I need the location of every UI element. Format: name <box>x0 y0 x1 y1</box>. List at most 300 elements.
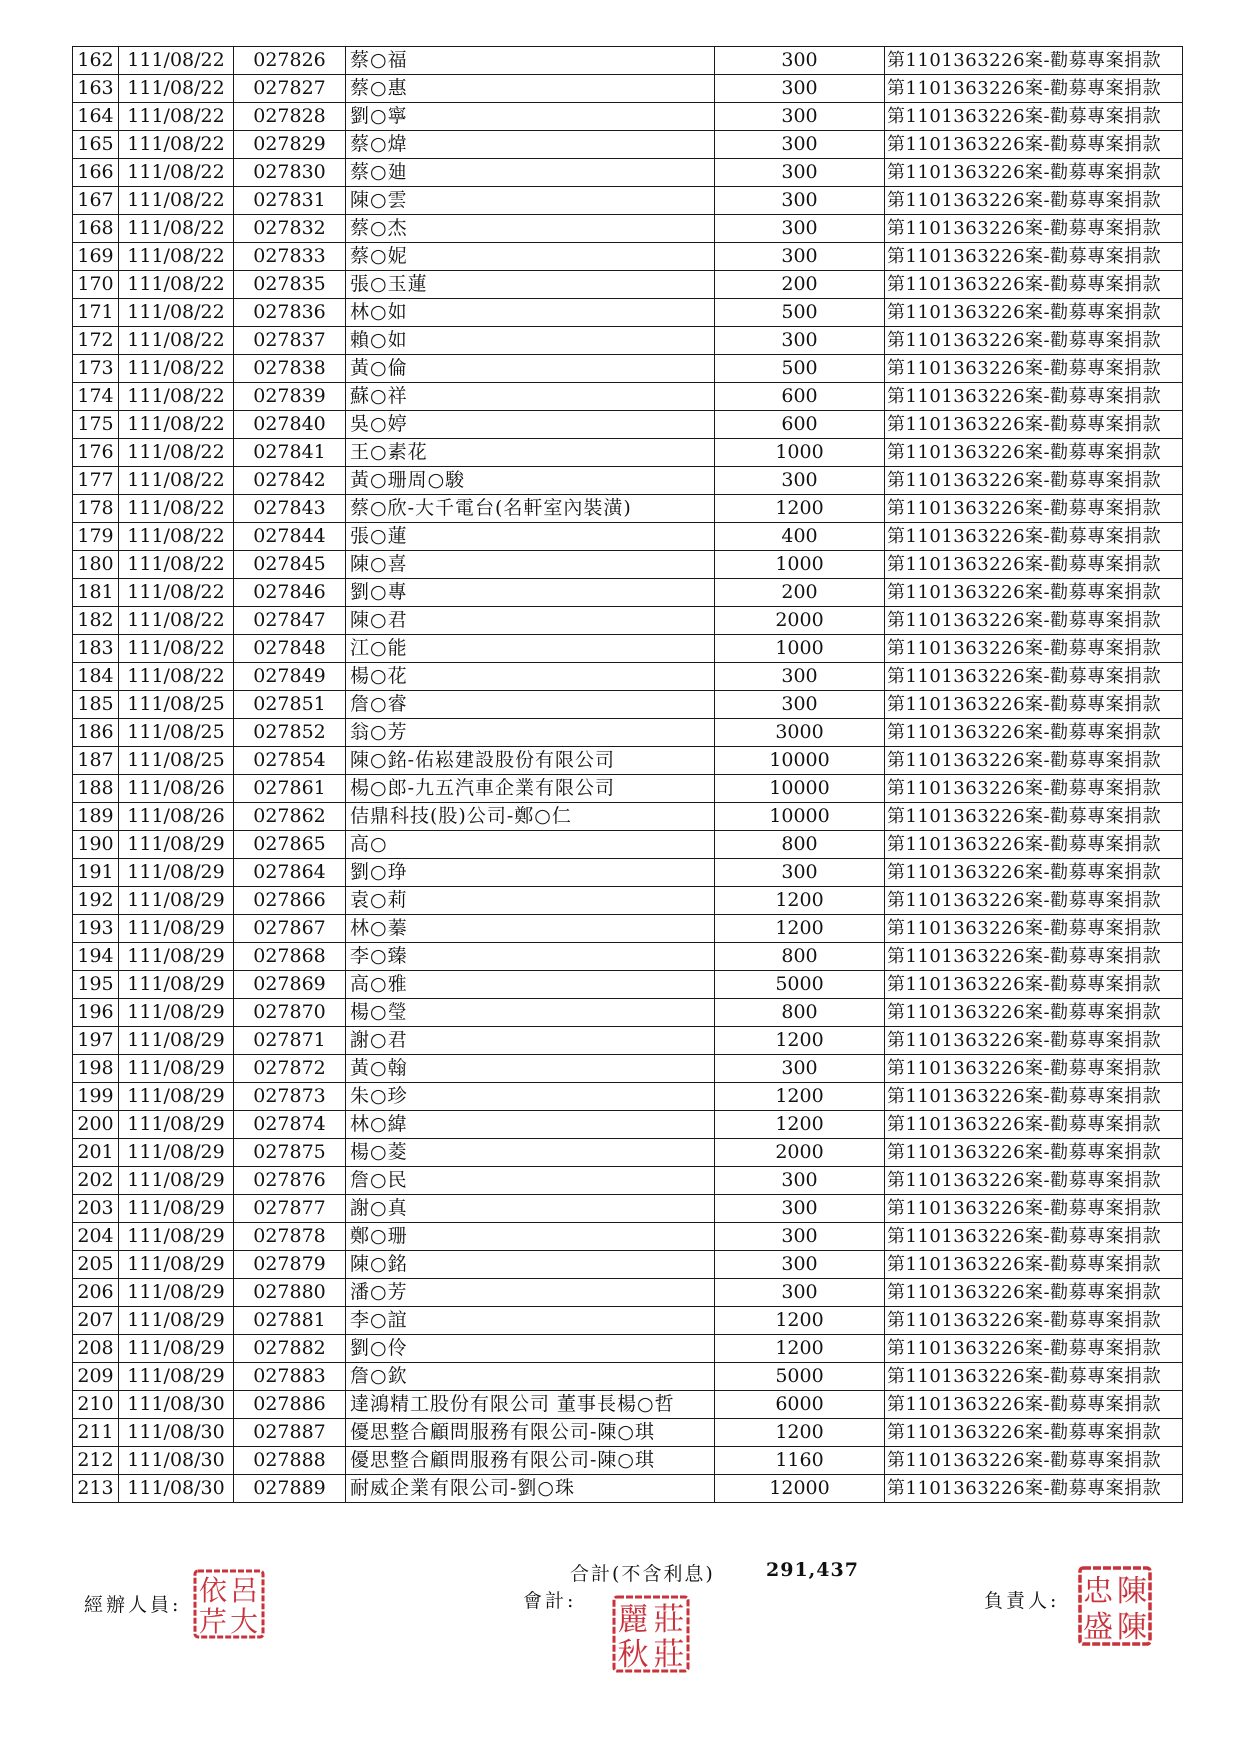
donation-purpose: 第1101363226案-勸募專案捐款 <box>885 1447 1183 1475</box>
donation-amount: 1200 <box>715 887 885 915</box>
donation-date: 111/08/25 <box>119 747 234 775</box>
table-row <box>73 1419 1183 1447</box>
donor-name: 耐威企業有限公司-劉○珠 <box>346 1475 715 1503</box>
donation-date: 111/08/29 <box>119 1055 234 1083</box>
table-row <box>73 159 1183 187</box>
donor-name: 楊○郎-九五汽車企業有限公司 <box>346 775 715 803</box>
row-number: 167 <box>73 187 119 215</box>
receipt-number: 027829 <box>234 131 346 159</box>
table-row <box>73 719 1183 747</box>
handler-seal-char: 芹 <box>198 1605 228 1638</box>
accountant-seal-char: 麗 <box>617 1602 649 1638</box>
row-number: 194 <box>73 943 119 971</box>
row-number: 165 <box>73 131 119 159</box>
receipt-number: 027874 <box>234 1111 346 1139</box>
manager-seal-char: 陳 <box>1117 1610 1147 1645</box>
row-number: 207 <box>73 1307 119 1335</box>
donation-date: 111/08/22 <box>119 439 234 467</box>
donor-name: 佶鼎科技(股)公司-鄭○仁 <box>346 803 715 831</box>
receipt-number: 027865 <box>234 831 346 859</box>
donor-name: 詹○欽 <box>346 1363 715 1391</box>
donor-name: 翁○芳 <box>346 719 715 747</box>
donation-amount: 300 <box>715 103 885 131</box>
manager-seal-stamp <box>1077 1565 1153 1647</box>
donation-date: 111/08/22 <box>119 523 234 551</box>
receipt-number: 027836 <box>234 299 346 327</box>
donation-purpose: 第1101363226案-勸募專案捐款 <box>885 579 1183 607</box>
receipt-number: 027839 <box>234 383 346 411</box>
row-number: 191 <box>73 859 119 887</box>
donor-name: 黃○翰 <box>346 1055 715 1083</box>
donation-purpose: 第1101363226案-勸募專案捐款 <box>885 803 1183 831</box>
donation-amount: 300 <box>715 327 885 355</box>
row-number: 187 <box>73 747 119 775</box>
donation-date: 111/08/22 <box>119 579 234 607</box>
donation-purpose: 第1101363226案-勸募專案捐款 <box>885 1363 1183 1391</box>
receipt-number: 027882 <box>234 1335 346 1363</box>
donation-purpose: 第1101363226案-勸募專案捐款 <box>885 1251 1183 1279</box>
receipt-number: 027867 <box>234 915 346 943</box>
donor-name: 張○蓮 <box>346 523 715 551</box>
donation-purpose: 第1101363226案-勸募專案捐款 <box>885 971 1183 999</box>
row-number: 182 <box>73 607 119 635</box>
donation-date: 111/08/29 <box>119 831 234 859</box>
accountant-seal-stamp <box>611 1594 691 1674</box>
receipt-number: 027832 <box>234 215 346 243</box>
donation-date: 111/08/29 <box>119 1195 234 1223</box>
donation-purpose: 第1101363226案-勸募專案捐款 <box>885 187 1183 215</box>
donation-amount: 1160 <box>715 1447 885 1475</box>
receipt-number: 027866 <box>234 887 346 915</box>
row-number: 171 <box>73 299 119 327</box>
table-row <box>73 635 1183 663</box>
donation-date: 111/08/29 <box>119 1027 234 1055</box>
donation-date: 111/08/26 <box>119 803 234 831</box>
table-row <box>73 775 1183 803</box>
receipt-number: 027849 <box>234 663 346 691</box>
row-number: 204 <box>73 1223 119 1251</box>
donation-amount: 800 <box>715 831 885 859</box>
donation-purpose: 第1101363226案-勸募專案捐款 <box>885 831 1183 859</box>
row-number: 211 <box>73 1419 119 1447</box>
donation-purpose: 第1101363226案-勸募專案捐款 <box>885 1055 1183 1083</box>
donation-date: 111/08/22 <box>119 243 234 271</box>
row-number: 164 <box>73 103 119 131</box>
donation-purpose: 第1101363226案-勸募專案捐款 <box>885 271 1183 299</box>
donor-name: 蔡○杰 <box>346 215 715 243</box>
donor-name: 陳○銘 <box>346 1251 715 1279</box>
donation-purpose: 第1101363226案-勸募專案捐款 <box>885 131 1183 159</box>
total-value: 291,437 <box>766 1559 859 1581</box>
donation-date: 111/08/22 <box>119 355 234 383</box>
donation-purpose: 第1101363226案-勸募專案捐款 <box>885 523 1183 551</box>
donation-amount: 300 <box>715 187 885 215</box>
donor-name: 黃○珊周○駿 <box>346 467 715 495</box>
donation-amount: 300 <box>715 467 885 495</box>
donation-date: 111/08/29 <box>119 887 234 915</box>
accountant-seal-char: 秋 <box>617 1637 649 1673</box>
donation-purpose: 第1101363226案-勸募專案捐款 <box>885 1111 1183 1139</box>
table-row <box>73 551 1183 579</box>
donation-date: 111/08/29 <box>119 971 234 999</box>
row-number: 213 <box>73 1475 119 1503</box>
donation-purpose: 第1101363226案-勸募專案捐款 <box>885 355 1183 383</box>
donation-purpose: 第1101363226案-勸募專案捐款 <box>885 1027 1183 1055</box>
row-number: 185 <box>73 691 119 719</box>
donation-amount: 300 <box>715 1167 885 1195</box>
manager-seal-char: 盛 <box>1083 1610 1113 1645</box>
row-number: 195 <box>73 971 119 999</box>
donation-date: 111/08/29 <box>119 943 234 971</box>
table-row <box>73 411 1183 439</box>
table-row <box>73 1307 1183 1335</box>
receipt-number: 027843 <box>234 495 346 523</box>
donation-date: 111/08/22 <box>119 495 234 523</box>
donor-name: 潘○芳 <box>346 1279 715 1307</box>
table-row <box>73 495 1183 523</box>
receipt-number: 027841 <box>234 439 346 467</box>
donation-date: 111/08/29 <box>119 1307 234 1335</box>
receipt-number: 027876 <box>234 1167 346 1195</box>
table-row <box>73 1223 1183 1251</box>
receipt-number: 027826 <box>234 47 346 75</box>
donation-purpose: 第1101363226案-勸募專案捐款 <box>885 635 1183 663</box>
donation-amount: 300 <box>715 1223 885 1251</box>
handler-seal-char: 呂 <box>229 1574 259 1607</box>
donor-name: 達鴻精工股份有限公司 董事長楊○哲 <box>346 1391 715 1419</box>
receipt-number: 027864 <box>234 859 346 887</box>
table-row <box>73 299 1183 327</box>
donor-name: 楊○菱 <box>346 1139 715 1167</box>
donation-amount: 200 <box>715 271 885 299</box>
donation-amount: 300 <box>715 1195 885 1223</box>
donation-amount: 1200 <box>715 1111 885 1139</box>
donation-amount: 300 <box>715 1279 885 1307</box>
donation-date: 111/08/22 <box>119 215 234 243</box>
row-number: 170 <box>73 271 119 299</box>
receipt-number: 027888 <box>234 1447 346 1475</box>
donor-name: 朱○珍 <box>346 1083 715 1111</box>
donor-name: 李○誼 <box>346 1307 715 1335</box>
donation-amount: 1200 <box>715 1335 885 1363</box>
row-number: 168 <box>73 215 119 243</box>
row-number: 176 <box>73 439 119 467</box>
donation-amount: 1200 <box>715 1307 885 1335</box>
donation-purpose: 第1101363226案-勸募專案捐款 <box>885 775 1183 803</box>
donation-date: 111/08/22 <box>119 103 234 131</box>
row-number: 162 <box>73 47 119 75</box>
table-row <box>73 75 1183 103</box>
handler-seal-char: 依 <box>198 1574 228 1607</box>
receipt-number: 027879 <box>234 1251 346 1279</box>
donation-table <box>72 46 1183 1503</box>
row-number: 179 <box>73 523 119 551</box>
receipt-number: 027887 <box>234 1419 346 1447</box>
receipt-number: 027833 <box>234 243 346 271</box>
row-number: 166 <box>73 159 119 187</box>
table-row <box>73 439 1183 467</box>
receipt-number: 027862 <box>234 803 346 831</box>
row-number: 190 <box>73 831 119 859</box>
table-row <box>73 859 1183 887</box>
donation-amount: 600 <box>715 383 885 411</box>
donor-name: 陳○雲 <box>346 187 715 215</box>
donor-name: 蔡○廸 <box>346 159 715 187</box>
donation-purpose: 第1101363226案-勸募專案捐款 <box>885 859 1183 887</box>
handler-seal-char: 大 <box>229 1605 259 1638</box>
row-number: 208 <box>73 1335 119 1363</box>
table-row <box>73 131 1183 159</box>
donation-amount: 500 <box>715 355 885 383</box>
donation-amount: 800 <box>715 943 885 971</box>
receipt-number: 027878 <box>234 1223 346 1251</box>
donor-name: 吳○婷 <box>346 411 715 439</box>
donation-date: 111/08/22 <box>119 75 234 103</box>
donation-purpose: 第1101363226案-勸募專案捐款 <box>885 943 1183 971</box>
table-row <box>73 999 1183 1027</box>
donation-amount: 1200 <box>715 1027 885 1055</box>
donation-amount: 400 <box>715 523 885 551</box>
row-number: 189 <box>73 803 119 831</box>
handler-label: 經辦人員: <box>84 1594 182 1616</box>
table-row <box>73 747 1183 775</box>
receipt-number: 027848 <box>234 635 346 663</box>
receipt-number: 027875 <box>234 1139 346 1167</box>
donation-amount: 10000 <box>715 803 885 831</box>
donation-amount: 300 <box>715 75 885 103</box>
table-row <box>73 691 1183 719</box>
donor-name: 王○素花 <box>346 439 715 467</box>
manager-label: 負責人: <box>984 1590 1060 1612</box>
table-row <box>73 971 1183 999</box>
receipt-number: 027851 <box>234 691 346 719</box>
table-row <box>73 915 1183 943</box>
total-row <box>570 1559 859 1586</box>
donation-amount: 10000 <box>715 747 885 775</box>
receipt-number: 027872 <box>234 1055 346 1083</box>
donation-amount: 300 <box>715 159 885 187</box>
donation-date: 111/08/25 <box>119 719 234 747</box>
donation-amount: 2000 <box>715 607 885 635</box>
receipt-number: 027877 <box>234 1195 346 1223</box>
donor-name: 林○如 <box>346 299 715 327</box>
receipt-number: 027854 <box>234 747 346 775</box>
donation-amount: 5000 <box>715 971 885 999</box>
donation-amount: 300 <box>715 1055 885 1083</box>
donation-date: 111/08/29 <box>119 1363 234 1391</box>
donation-amount: 500 <box>715 299 885 327</box>
donation-amount: 12000 <box>715 1475 885 1503</box>
donor-name: 楊○花 <box>346 663 715 691</box>
accountant-seal-char: 莊 <box>653 1602 685 1638</box>
donation-date: 111/08/22 <box>119 383 234 411</box>
table-row <box>73 47 1183 75</box>
row-number: 201 <box>73 1139 119 1167</box>
row-number: 163 <box>73 75 119 103</box>
donation-amount: 5000 <box>715 1363 885 1391</box>
donation-date: 111/08/29 <box>119 1223 234 1251</box>
table-row <box>73 803 1183 831</box>
donation-date: 111/08/30 <box>119 1447 234 1475</box>
manager-seal-char: 忠 <box>1083 1574 1113 1609</box>
receipt-number: 027838 <box>234 355 346 383</box>
donation-amount: 200 <box>715 579 885 607</box>
manager-seal-char: 陳 <box>1117 1574 1147 1609</box>
donation-amount: 300 <box>715 691 885 719</box>
donor-name: 蔡○惠 <box>346 75 715 103</box>
donation-purpose: 第1101363226案-勸募專案捐款 <box>885 1139 1183 1167</box>
receipt-number: 027827 <box>234 75 346 103</box>
donation-purpose: 第1101363226案-勸募專案捐款 <box>885 607 1183 635</box>
donation-date: 111/08/22 <box>119 663 234 691</box>
donation-date: 111/08/29 <box>119 1083 234 1111</box>
row-number: 173 <box>73 355 119 383</box>
donation-purpose: 第1101363226案-勸募專案捐款 <box>885 551 1183 579</box>
donor-name: 楊○瑩 <box>346 999 715 1027</box>
donor-name: 林○緯 <box>346 1111 715 1139</box>
receipt-number: 027846 <box>234 579 346 607</box>
donation-purpose: 第1101363226案-勸募專案捐款 <box>885 1279 1183 1307</box>
donation-amount: 800 <box>715 999 885 1027</box>
row-number: 197 <box>73 1027 119 1055</box>
donation-date: 111/08/22 <box>119 159 234 187</box>
receipt-number: 027883 <box>234 1363 346 1391</box>
donation-purpose: 第1101363226案-勸募專案捐款 <box>885 1475 1183 1503</box>
receipt-number: 027873 <box>234 1083 346 1111</box>
table-row <box>73 467 1183 495</box>
row-number: 203 <box>73 1195 119 1223</box>
donation-purpose: 第1101363226案-勸募專案捐款 <box>885 299 1183 327</box>
table-row <box>73 1111 1183 1139</box>
row-number: 196 <box>73 999 119 1027</box>
donation-amount: 3000 <box>715 719 885 747</box>
donor-name: 優思整合顧問服務有限公司-陳○琪 <box>346 1419 715 1447</box>
donation-rows <box>73 47 1183 1503</box>
donor-name: 詹○民 <box>346 1167 715 1195</box>
receipt-number: 027852 <box>234 719 346 747</box>
donation-date: 111/08/22 <box>119 187 234 215</box>
table-row <box>73 1335 1183 1363</box>
receipt-number: 027886 <box>234 1391 346 1419</box>
receipt-number: 027868 <box>234 943 346 971</box>
row-number: 193 <box>73 915 119 943</box>
donation-amount: 2000 <box>715 1139 885 1167</box>
donor-name: 蔡○煒 <box>346 131 715 159</box>
table-row <box>73 271 1183 299</box>
table-row <box>73 523 1183 551</box>
row-number: 183 <box>73 635 119 663</box>
donation-date: 111/08/30 <box>119 1419 234 1447</box>
donor-name: 袁○莉 <box>346 887 715 915</box>
donation-date: 111/08/29 <box>119 915 234 943</box>
table-row <box>73 1167 1183 1195</box>
donation-amount: 1200 <box>715 915 885 943</box>
donation-amount: 600 <box>715 411 885 439</box>
donor-name: 鄭○珊 <box>346 1223 715 1251</box>
donor-name: 陳○君 <box>346 607 715 635</box>
table-row <box>73 1055 1183 1083</box>
donor-name: 林○蓁 <box>346 915 715 943</box>
receipt-number: 027837 <box>234 327 346 355</box>
donation-purpose: 第1101363226案-勸募專案捐款 <box>885 383 1183 411</box>
donor-name: 蔡○福 <box>346 47 715 75</box>
donation-date: 111/08/29 <box>119 1279 234 1307</box>
table-row <box>73 327 1183 355</box>
donation-purpose: 第1101363226案-勸募專案捐款 <box>885 663 1183 691</box>
donor-name: 詹○睿 <box>346 691 715 719</box>
donation-purpose: 第1101363226案-勸募專案捐款 <box>885 719 1183 747</box>
donation-date: 111/08/25 <box>119 691 234 719</box>
donation-amount: 300 <box>715 243 885 271</box>
row-number: 198 <box>73 1055 119 1083</box>
receipt-number: 027830 <box>234 159 346 187</box>
donation-date: 111/08/22 <box>119 299 234 327</box>
receipt-number: 027828 <box>234 103 346 131</box>
donation-date: 111/08/22 <box>119 271 234 299</box>
receipt-number: 027880 <box>234 1279 346 1307</box>
donation-date: 111/08/26 <box>119 775 234 803</box>
table-row <box>73 1475 1183 1503</box>
receipt-number: 027889 <box>234 1475 346 1503</box>
donation-purpose: 第1101363226案-勸募專案捐款 <box>885 915 1183 943</box>
donation-purpose: 第1101363226案-勸募專案捐款 <box>885 1419 1183 1447</box>
donor-name: 江○能 <box>346 635 715 663</box>
donor-name: 賴○如 <box>346 327 715 355</box>
table-row <box>73 103 1183 131</box>
donation-date: 111/08/29 <box>119 1111 234 1139</box>
table-row <box>73 383 1183 411</box>
donor-name: 高○ <box>346 831 715 859</box>
row-number: 181 <box>73 579 119 607</box>
donation-purpose: 第1101363226案-勸募專案捐款 <box>885 1167 1183 1195</box>
donor-name: 張○玉蓮 <box>346 271 715 299</box>
donation-amount: 300 <box>715 47 885 75</box>
row-number: 174 <box>73 383 119 411</box>
donation-purpose: 第1101363226案-勸募專案捐款 <box>885 1335 1183 1363</box>
donation-date: 111/08/22 <box>119 635 234 663</box>
donation-date: 111/08/29 <box>119 1167 234 1195</box>
donation-amount: 300 <box>715 1251 885 1279</box>
table-row <box>73 1391 1183 1419</box>
table-row <box>73 1139 1183 1167</box>
donation-purpose: 第1101363226案-勸募專案捐款 <box>885 47 1183 75</box>
donor-name: 謝○君 <box>346 1027 715 1055</box>
table-row <box>73 1195 1183 1223</box>
donation-purpose: 第1101363226案-勸募專案捐款 <box>885 1083 1183 1111</box>
row-number: 186 <box>73 719 119 747</box>
donation-amount: 6000 <box>715 1391 885 1419</box>
row-number: 202 <box>73 1167 119 1195</box>
row-number: 205 <box>73 1251 119 1279</box>
donation-purpose: 第1101363226案-勸募專案捐款 <box>885 1391 1183 1419</box>
table-row <box>73 215 1183 243</box>
row-number: 210 <box>73 1391 119 1419</box>
table-row <box>73 663 1183 691</box>
row-number: 172 <box>73 327 119 355</box>
row-number: 180 <box>73 551 119 579</box>
donation-date: 111/08/22 <box>119 327 234 355</box>
donation-date: 111/08/29 <box>119 859 234 887</box>
donation-purpose: 第1101363226案-勸募專案捐款 <box>885 747 1183 775</box>
row-number: 192 <box>73 887 119 915</box>
table-row <box>73 1251 1183 1279</box>
donation-amount: 1000 <box>715 439 885 467</box>
receipt-number: 027881 <box>234 1307 346 1335</box>
donation-amount: 1200 <box>715 495 885 523</box>
donation-amount: 1200 <box>715 1083 885 1111</box>
donation-date: 111/08/29 <box>119 1251 234 1279</box>
row-number: 184 <box>73 663 119 691</box>
